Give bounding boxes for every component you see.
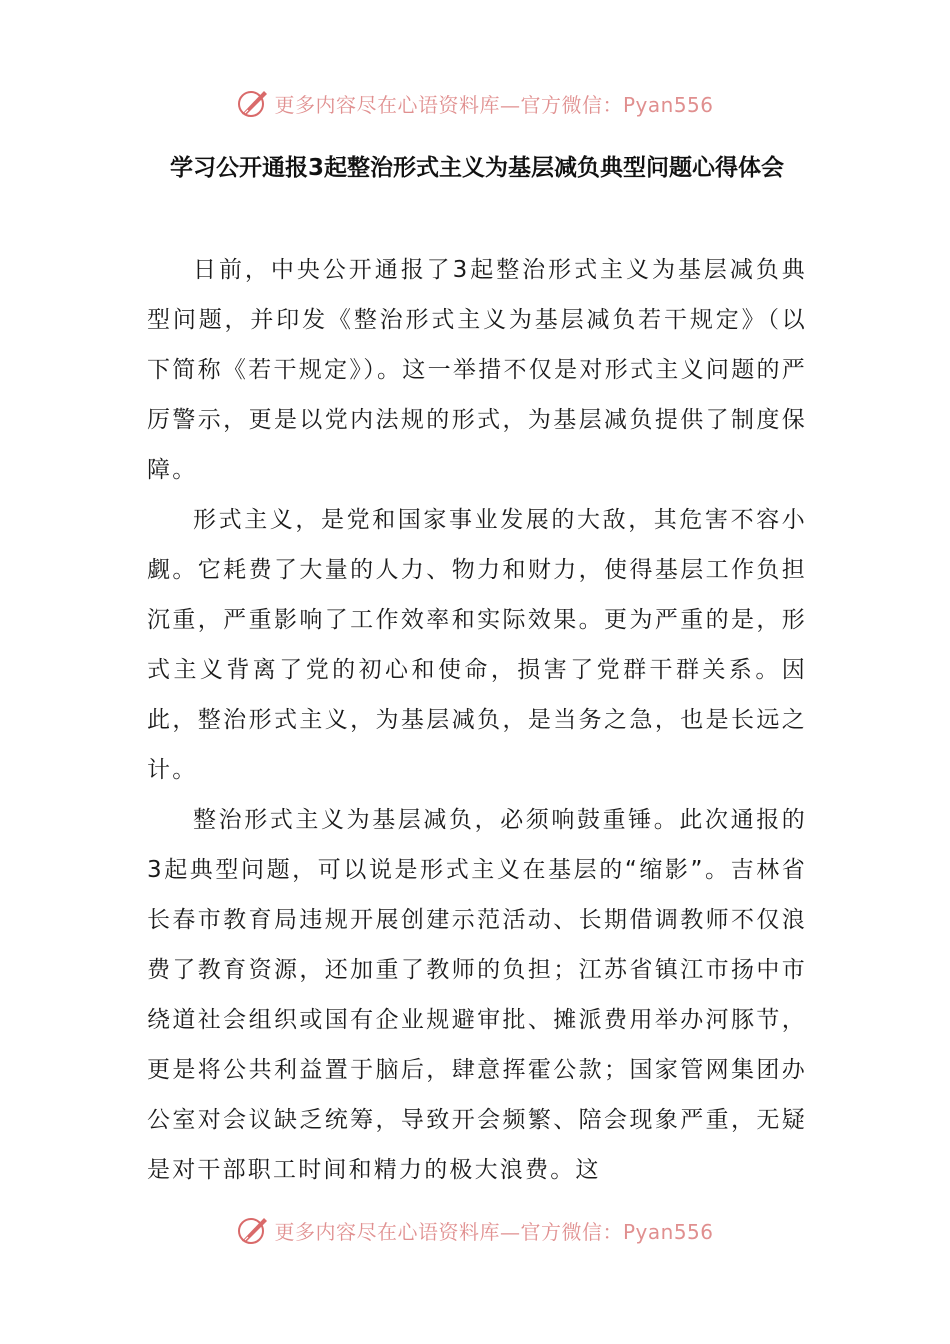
watermark-text: 更多内容尽在心语资料库—官方微信：Pyan556 [274, 92, 714, 117]
quill-pen-circle-icon [236, 1213, 270, 1247]
body-paragraph: 整治形式主义为基层减负，必须响鼓重锤。此次通报的3起典型问题，可以说是形式主义在基层的“缩影”。吉林省长春市教育局违规开展创建示范活动、长期借调教师不仅浪费了教育资源，还加重了教师的负担；江苏省镇江市扬中市绕道社会组织或国有企业规避审批、摊派费用举办河豚节，更是将公共利益置于脑后，肆意挥霍公款；国家管网集团办公室对会议缺乏统筹，导致开会频繁、陪会现象严重，无疑是对干部职工时间和精力的极大浪费。这 [147, 807, 807, 1183]
document-body [147, 245, 807, 1195]
watermark-contact: Pyan556 [622, 92, 714, 117]
quill-pen-circle-icon [236, 86, 270, 120]
watermark-text: 更多内容尽在心语资料库—官方微信：Pyan556 [274, 1219, 714, 1244]
body-paragraph: 形式主义，是党和国家事业发展的大敌，其危害不容小觑。它耗费了大量的人力、物力和财力，使得基层工作负担沉重，严重影响了工作效率和实际效果。更为严重的是，形式主义背离了党的初心和使命，损害了党群干群关系。因此，整治形式主义，为基层减负，是当务之急，也是长远之计。 [147, 507, 807, 783]
header-watermark [0, 83, 950, 123]
footer-watermark [0, 1210, 950, 1250]
body-paragraph: 日前，中央公开通报了3起整治形式主义为基层减负典型问题，并印发《整治形式主义为基层减负若干规定》（以下简称《若干规定》）。这一举措不仅是对形式主义问题的严厉警示，更是以党内法规的形式，为基层减负提供了制度保障。 [147, 257, 807, 483]
watermark-contact: Pyan556 [622, 1219, 714, 1244]
document-title: 学习公开通报3起整治形式主义为基层减负典型问题心得体会 [169, 155, 784, 181]
